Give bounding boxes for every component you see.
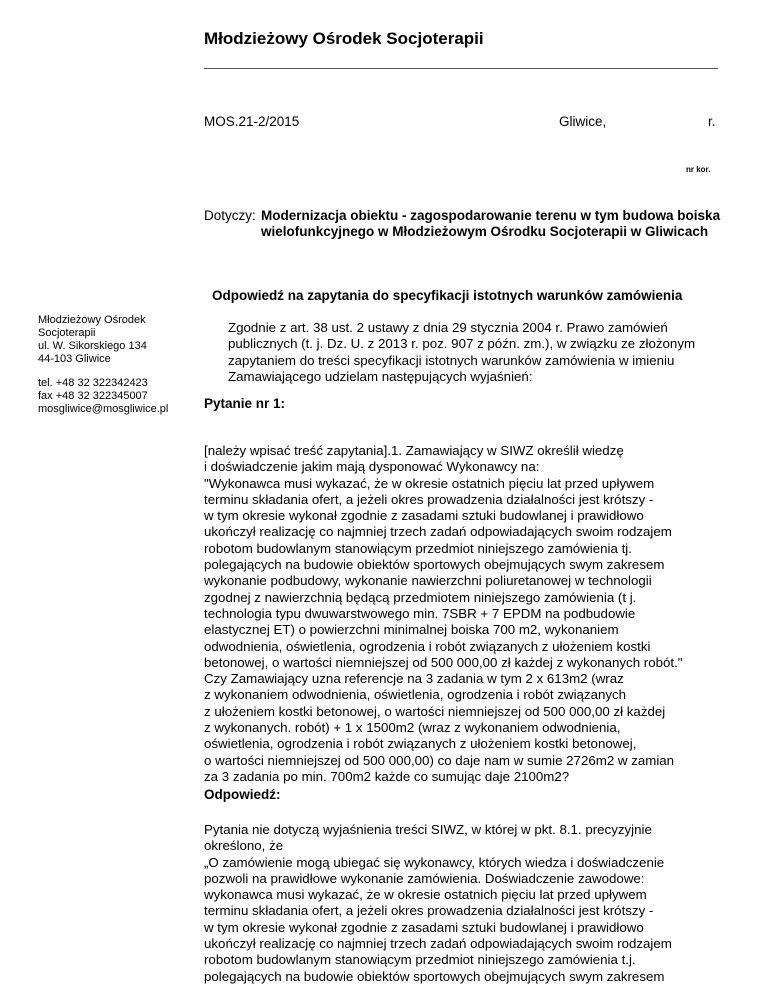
text-line: publicznych (t. j. Dz. U. z 2013 r. poz. 907 z późn. zm.), w związku ze złożonym	[228, 336, 696, 352]
text-line: wykonanie podbudowy, wykonanie nawierzchni poliuretanowej w technologii	[204, 573, 652, 589]
text-line: oświetlenia, ogrodzenia i robót związanych z ułożeniem kostki betonowej,	[204, 736, 637, 752]
sidebar-line: 44-103 Gliwice	[38, 353, 111, 365]
question-body	[204, 443, 718, 785]
text-line: betonowej, o wartości niemniejszej od 500 000,00 zł każdej z wykonanych robót."	[204, 654, 683, 670]
text-line: ukończył realizację co najmniej trzech zadań odpowiadających swoim rodzajem	[204, 524, 672, 540]
intro-paragraph	[204, 320, 718, 385]
fax-text: fax +48 32 322345007	[38, 390, 148, 402]
sidebar-line: Socjoterapii	[38, 327, 96, 339]
text-line: robotom budowlanym stanowiącym przedmiot niniejszego zamówienia tj.	[204, 540, 632, 556]
text-line: z ułożeniem kostki betonowej, o wartości niemniejszej od 500 000,00 zł każdej	[204, 703, 666, 719]
sidebar-contact	[38, 314, 188, 416]
text-line: ukończył realizację co najmniej trzech zadań odpowiadających swoim rodzajem	[204, 936, 672, 952]
text-line: elastycznej ET) o powierzchni minimalnej boiska 700 m2, wykonaniem	[204, 622, 619, 638]
header-divider	[204, 68, 718, 69]
text-line: Pytania nie dotyczą wyjaśnienia treści SIWZ, w której w pkt. 8.1. precyzyjnie	[204, 822, 652, 837]
reference-number: MOS.21-2/2015	[204, 114, 300, 129]
city-date: Gliwice,	[559, 114, 607, 129]
text-line: odwodnienia, oświetlenia, ogrodzenia i robót związanych z ułożeniem kostki	[204, 638, 651, 654]
text-line: terminu składania ofert, a jeżeli okres prowadzenia działalności jest krótszy -	[204, 903, 654, 919]
text-line: polegających na budowie obiektów sportowych obejmujących swym zakresem	[204, 968, 665, 984]
text-line: w tym okresie wykonał zgodnie z zasadami sztuki budowlanej i prawidłowo	[204, 508, 644, 524]
text-line: technologia typu dwuwarstwowego min. 7SBR + 7 EPDM na podbudowie	[204, 605, 636, 621]
text-line: w tym okresie wykonał zgodnie z zasadami sztuki budowlanej i prawidłowo	[204, 919, 644, 935]
text-line: za 3 zadania po min. 700m2 każde co sumując daje 2100m2?	[204, 768, 570, 784]
text-line: i doświadczenie jakim mają dysponować Wykonawcy na:	[204, 459, 540, 475]
text-line: o wartości niemniejszej od 500 000,00) co daje nam w sumie 2726m2 w zamian	[204, 752, 675, 768]
text-line: polegających na budowie obiektów sportowych obejmujących swym zakresem	[204, 557, 665, 573]
text-line: Zgodnie z art. 38 ust. 2 ustawy z dnia 29 stycznia 2004 r. Prawo zamówień	[228, 320, 668, 335]
sidebar-line: ul. W. Sikorskiego 134	[38, 340, 147, 352]
text-line: z wykonaniem odwodnienia, oświetlenia, ogrodzenia i robót związanych	[204, 687, 627, 703]
text-line: pozwoli na prawidłowe wykonanie zamówienia. Doświadczenie zawodowe:	[204, 870, 645, 886]
phone-text: tel. +48 32 322342423	[38, 377, 148, 389]
text-line: określono, że	[204, 838, 284, 854]
text-line: wykonawca musi wykazać, że w okresie ostatnich pięciu lat przed upływem	[204, 887, 647, 903]
nr-kor-label: nr kor.	[686, 165, 711, 174]
section-title: Odpowiedź na zapytania do specyfikacji istotnych warunków zamówienia	[212, 288, 683, 303]
question-heading: Pytanie nr 1:	[204, 396, 286, 411]
text-line: Zamawiającego udzielam następujących wyjaśnień:	[228, 368, 533, 384]
subject-text: Modernizacja obiektu - zagospodarowanie terenu w tym budowa boiska wielofunkcyjnego w Młodzieżowym Ośrodku Socjoterapii w Gliwicach	[261, 208, 721, 239]
email-text: mosgliwice@mosgliwice.pl	[38, 403, 169, 415]
text-line: z wykonanych. robót) + 1 x 1500m2 (wraz z wykonaniem odwodnienia,	[204, 720, 621, 736]
text-line: „O zamówienie mogą ubiegać się wykonawcy, których wiedza i doświadczenie	[204, 854, 665, 870]
text-line: Czy Zamawiający uzna referencje na 3 zadania w tym 2 x 613m2 (wraz	[204, 671, 624, 687]
answer-body	[204, 822, 718, 985]
answer-heading: Odpowiedź:	[204, 787, 281, 802]
text-line: zgodnej z nawierzchnią będącą przedmiotem niniejszego zamówienia (t j.	[204, 589, 637, 605]
text-line: [należy wpisać treść zapytania].1. Zamawiający w SIWZ określił wiedzę	[204, 443, 624, 458]
year-suffix: r.	[708, 114, 716, 129]
subject-label: Dotyczy:	[204, 208, 256, 223]
text-line: zapytaniem do treści specyfikacji istotnych warunków zamówienia w imieniu	[228, 352, 675, 368]
sidebar-line: Młodzieżowy Ośrodek	[38, 314, 146, 326]
page-title: Młodzieżowy Ośrodek Socjoterapii	[204, 29, 484, 48]
text-line: robotom budowlanym stanowiącym przedmiot niniejszego zamówienia t.j.	[204, 952, 636, 968]
text-line: "Wykonawca musi wykazać, że w okresie ostatnich pięciu lat przed upływem	[204, 475, 655, 491]
text-line: terminu składania ofert, a jeżeli okres prowadzenia działalności jest krótszy -	[204, 491, 654, 507]
